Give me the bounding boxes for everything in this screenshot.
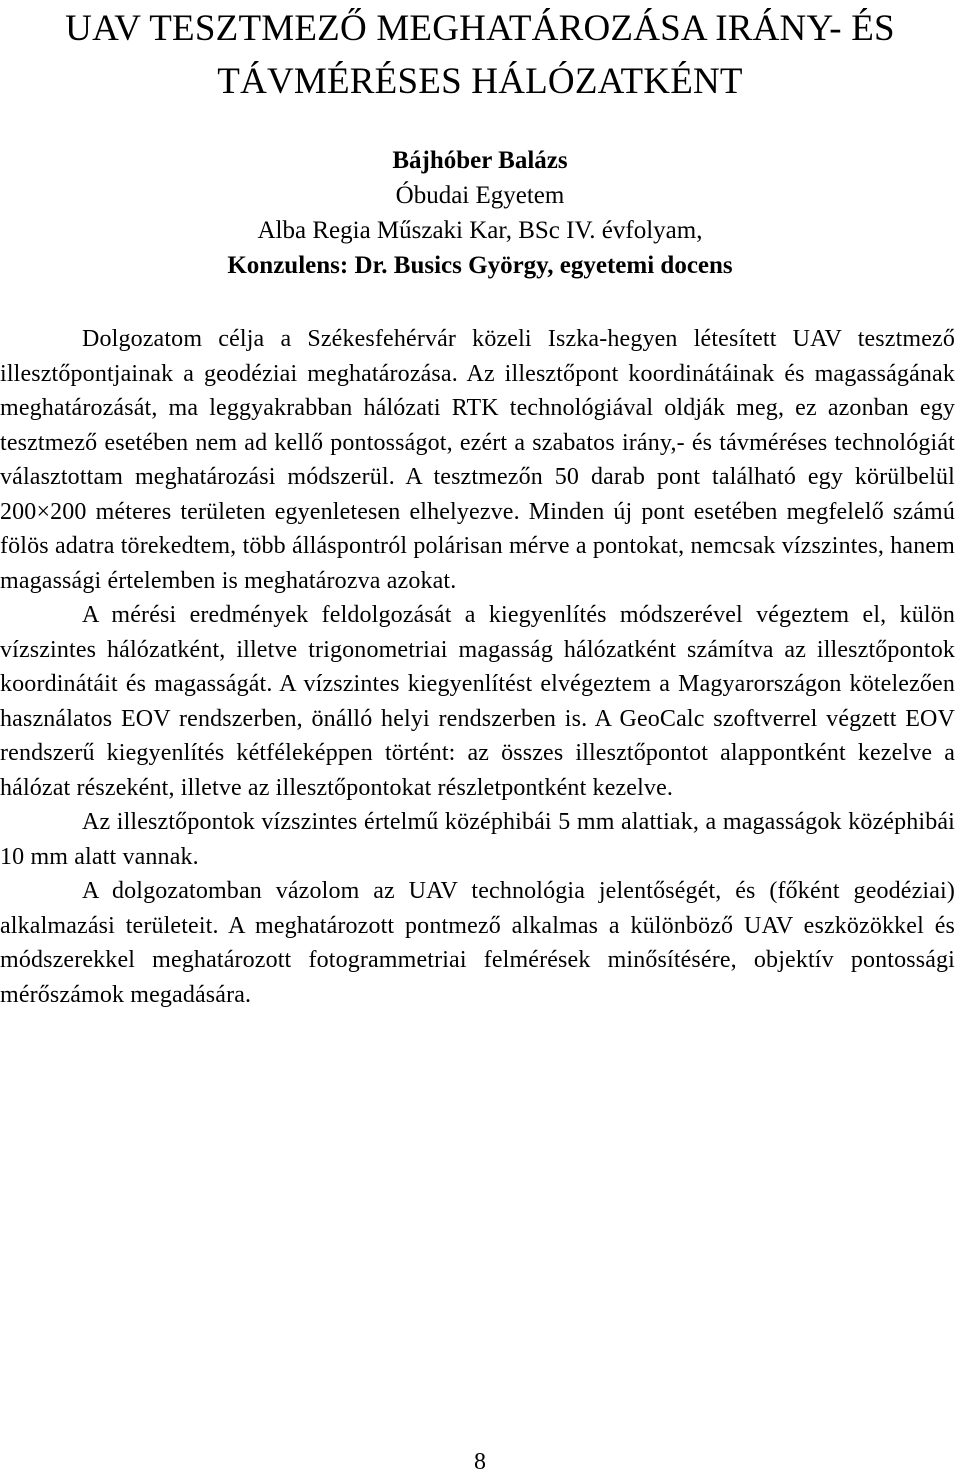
author-name: Bájhóber Balázs bbox=[392, 147, 568, 174]
affiliation-faculty: Alba Regia Műszaki Kar, BSc IV. évfolyam, bbox=[257, 217, 703, 244]
abstract-paragraph-2: A mérési eredmények feldolgozását a kiegyenlítés módszerével végeztem el, külön vízszintes hálózatként, illetve trigonometriai magasság hálózatként számítva az illesztőpontok koordinátáit és magasságát. A vízszintes kiegyenlítést elvégeztem a Magyarországon kötelezően használatos EOV rendszerben, önálló helyi rendszerben is. A GeoCalc szoftverrel végzett EOV rendszerű kiegyenlítés kétféleképpen történt: az összes illesztőpontot alappontként kezelve a hálózat részeként, illetve az illesztőpontokat részletpontként kezelve. bbox=[0, 602, 955, 801]
abstract-body bbox=[0, 322, 955, 1012]
page-number: 8 bbox=[474, 1449, 486, 1475]
author-block bbox=[0, 143, 960, 283]
title-line-2: TÁVMÉRÉSES HÁLÓZATKÉNT bbox=[217, 61, 743, 102]
title-line-1: UAV TESZTMEZŐ MEGHATÁROZÁSA IRÁNY- ÉS bbox=[65, 8, 895, 49]
paper-title bbox=[0, 2, 960, 108]
affiliation-university: Óbudai Egyetem bbox=[395, 182, 565, 209]
abstract-paragraph-3: Az illesztőpontok vízszintes értelmű középhibái 5 mm alattiak, a magasságok középhibái 10 mm alatt vannak. bbox=[0, 809, 955, 870]
supervisor: Konzulens: Dr. Busics György, egyetemi docens bbox=[227, 252, 733, 279]
abstract-paragraph-1: Dolgozatom célja a Székesfehérvár közeli Iszka-hegyen létesített UAV tesztmező illesztőpontjainak a geodéziai meghatározása. Az illesztőpont koordinátáinak és magasságának meghatározását, ma leggyakrabban hálózati RTK technológiával oldják meg, ez azonban egy tesztmező esetében nem ad kellő pontosságot, ezért a szabatos irány,- és távméréses technológiát választottam meghatározási módszerül. A tesztmezőn 50 darab pont található egy körülbelül 200×200 méteres területen egyenletesen elhelyezve. Minden új pont esetében megfelelő számú fölös adatra törekedtem, több álláspontról polárisan mérve a pontokat, nemcsak vízszintes, hanem magassági értelemben is meghatározva azokat. bbox=[0, 326, 955, 594]
abstract-paragraph-4: A dolgozatomban vázolom az UAV technológia jelentőségét, és (főként geodéziai) alkalmazási területeit. A meghatározott pontmező alkalmas a különböző UAV eszközökkel és módszerekkel meghatározott fotogrammetriai felmérések minősítésére, objektív pontossági mérőszámok megadására. bbox=[0, 878, 955, 1008]
